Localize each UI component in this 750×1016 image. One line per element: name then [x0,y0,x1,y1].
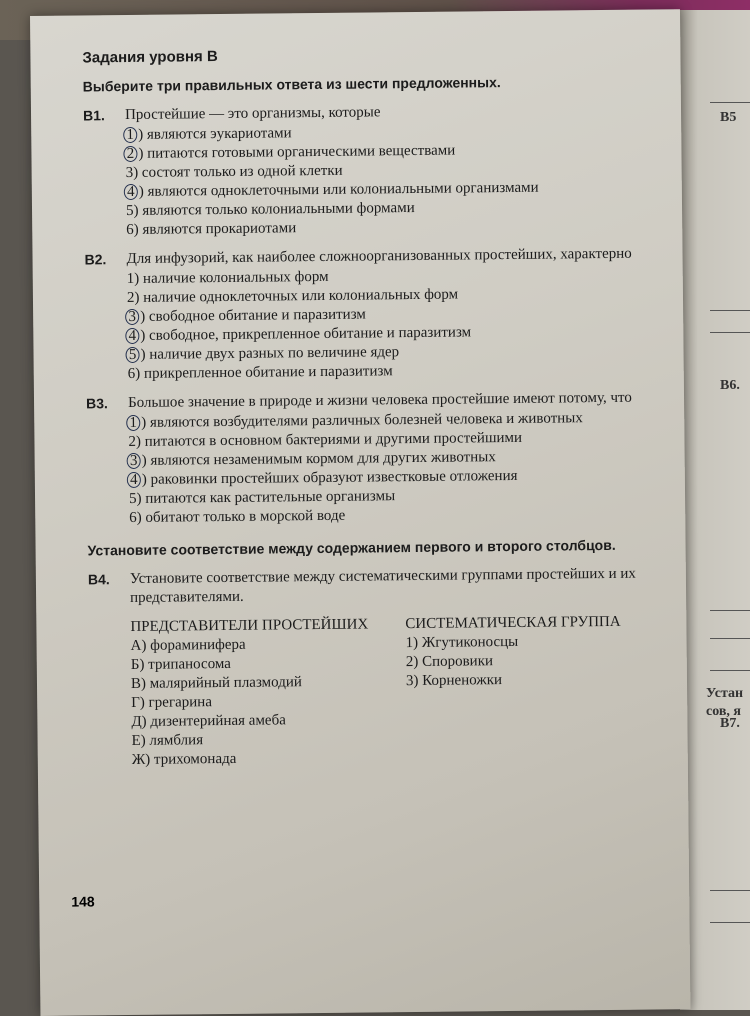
task-b4 [88,564,680,770]
facing-instruction-2: сов, я [706,704,741,719]
facing-task-b5: В5 [720,110,737,125]
answer-option: 2) наличие одноклеточных или колониальных форм [126,286,459,306]
circled-number-mark: 4 [124,184,138,200]
circled-number-mark: 2 [123,146,137,162]
answer-option: 5) являются только колониальными формами [125,199,415,220]
facing-task-b6: В6. [720,378,740,393]
task-question: Большое значение в природе и жизни человека простейшие имеют потому, что [127,389,632,411]
circled-number-mark: 1 [123,127,137,143]
list-item: Б) трипаносома [130,655,232,673]
answer-option: 6) обитают только в морской воде [129,507,346,526]
list-item: 2) Споровики [405,653,494,671]
facing-line [710,332,750,333]
task-number: В3. [85,395,108,412]
answer-option: 6) прикрепленное обитание и паразитизм [127,363,393,382]
list-item: Д) дизентерийная амеба [131,712,286,730]
answer-option: 4 ) свободное, прикрепленное обитание и паразитизм [127,321,675,346]
answer-option: 4 ) раковинки простейших образуют известковые отложения [129,465,677,490]
circled-number-mark: 1 [126,415,140,431]
answer-option: 3 ) являются незаменимым кормом для других животных [129,446,677,471]
answer-option: 5 ) наличие двух разных по величине ядер [127,340,675,365]
answer-option: 5) питаются как растительные организмы [128,488,396,507]
section-heading: Задания уровня В [82,48,218,67]
circled-number-mark: 4 [127,472,141,488]
task-b3 [86,388,677,528]
answer-option: 2 ) питаются готовыми органическими веществами [125,139,673,164]
list-item: Е) лямблия [131,732,204,749]
column-heading: СИСТЕМАТИЧЕСКАЯ ГРУППА [405,613,621,633]
facing-line [710,310,750,311]
answer-option: 2) питаются в основном бактериями и другими простейшими [128,429,523,450]
circled-number-mark: 5 [125,347,139,363]
list-item: 1) Жгутиконосцы [405,633,519,652]
answer-option: 1) наличие колониальных форм [126,268,329,288]
task-number: В2. [84,251,107,268]
list-item: Ж) трихомонада [131,750,237,768]
task-number: В1. [82,107,105,124]
representatives-column [130,615,407,770]
page-content [82,43,680,780]
circled-number-mark: 3 [125,309,139,325]
page-number: 148 [71,893,95,910]
task-question: Для инфузорий, как наиболее сложноорганизованных простейших, характерно [126,245,632,268]
facing-page [680,10,750,1010]
facing-line [710,890,750,891]
list-item: Г) грегарина [131,694,213,711]
answer-option: 1 ) являются эукариотами [125,120,673,145]
task-b1 [83,100,674,240]
task-question: Простейшие — это организмы, которые [124,104,381,124]
circled-number-mark: 3 [127,453,141,469]
circled-number-mark: 4 [125,328,139,344]
facing-line [710,102,750,103]
answer-option: 3 ) свободное обитание и паразитизм [127,302,675,327]
facing-instruction: Устан [706,686,744,701]
list-item: А) фораминифера [130,636,246,654]
instruction-match: Установите соответствие между содержанием первого и второго столбцов. [87,536,616,559]
answer-option: 6) являются прокариотами [126,220,297,239]
answer-option: 1 ) являются возбудителями различных болезней человека и животных [128,408,676,433]
facing-line [710,610,750,611]
task-number: В4. [87,571,110,588]
list-item: 3) Корненожки [405,672,503,690]
column-heading: ПРЕДСТАВИТЕЛИ ПРОСТЕЙШИХ [130,616,369,635]
answer-option: 3) состоят только из одной клетки [125,162,343,182]
group-column [405,612,680,767]
instruction-choose-three: Выберите три правильных ответа из шести предложенных. [82,74,501,95]
task-b2 [84,244,675,384]
facing-line [710,670,750,671]
facing-task-b7: В7. [720,716,740,731]
facing-line [710,922,750,923]
list-item: В) малярийный плазмодий [130,674,302,692]
task-question: Установите соответствие между систематическими группами простейших и их представителями. [129,565,636,606]
facing-line [710,638,750,639]
textbook-page [30,9,690,1016]
answer-option: 4 ) являются одноклеточными или колониальными организмами [126,177,674,202]
matching-columns [130,612,680,770]
